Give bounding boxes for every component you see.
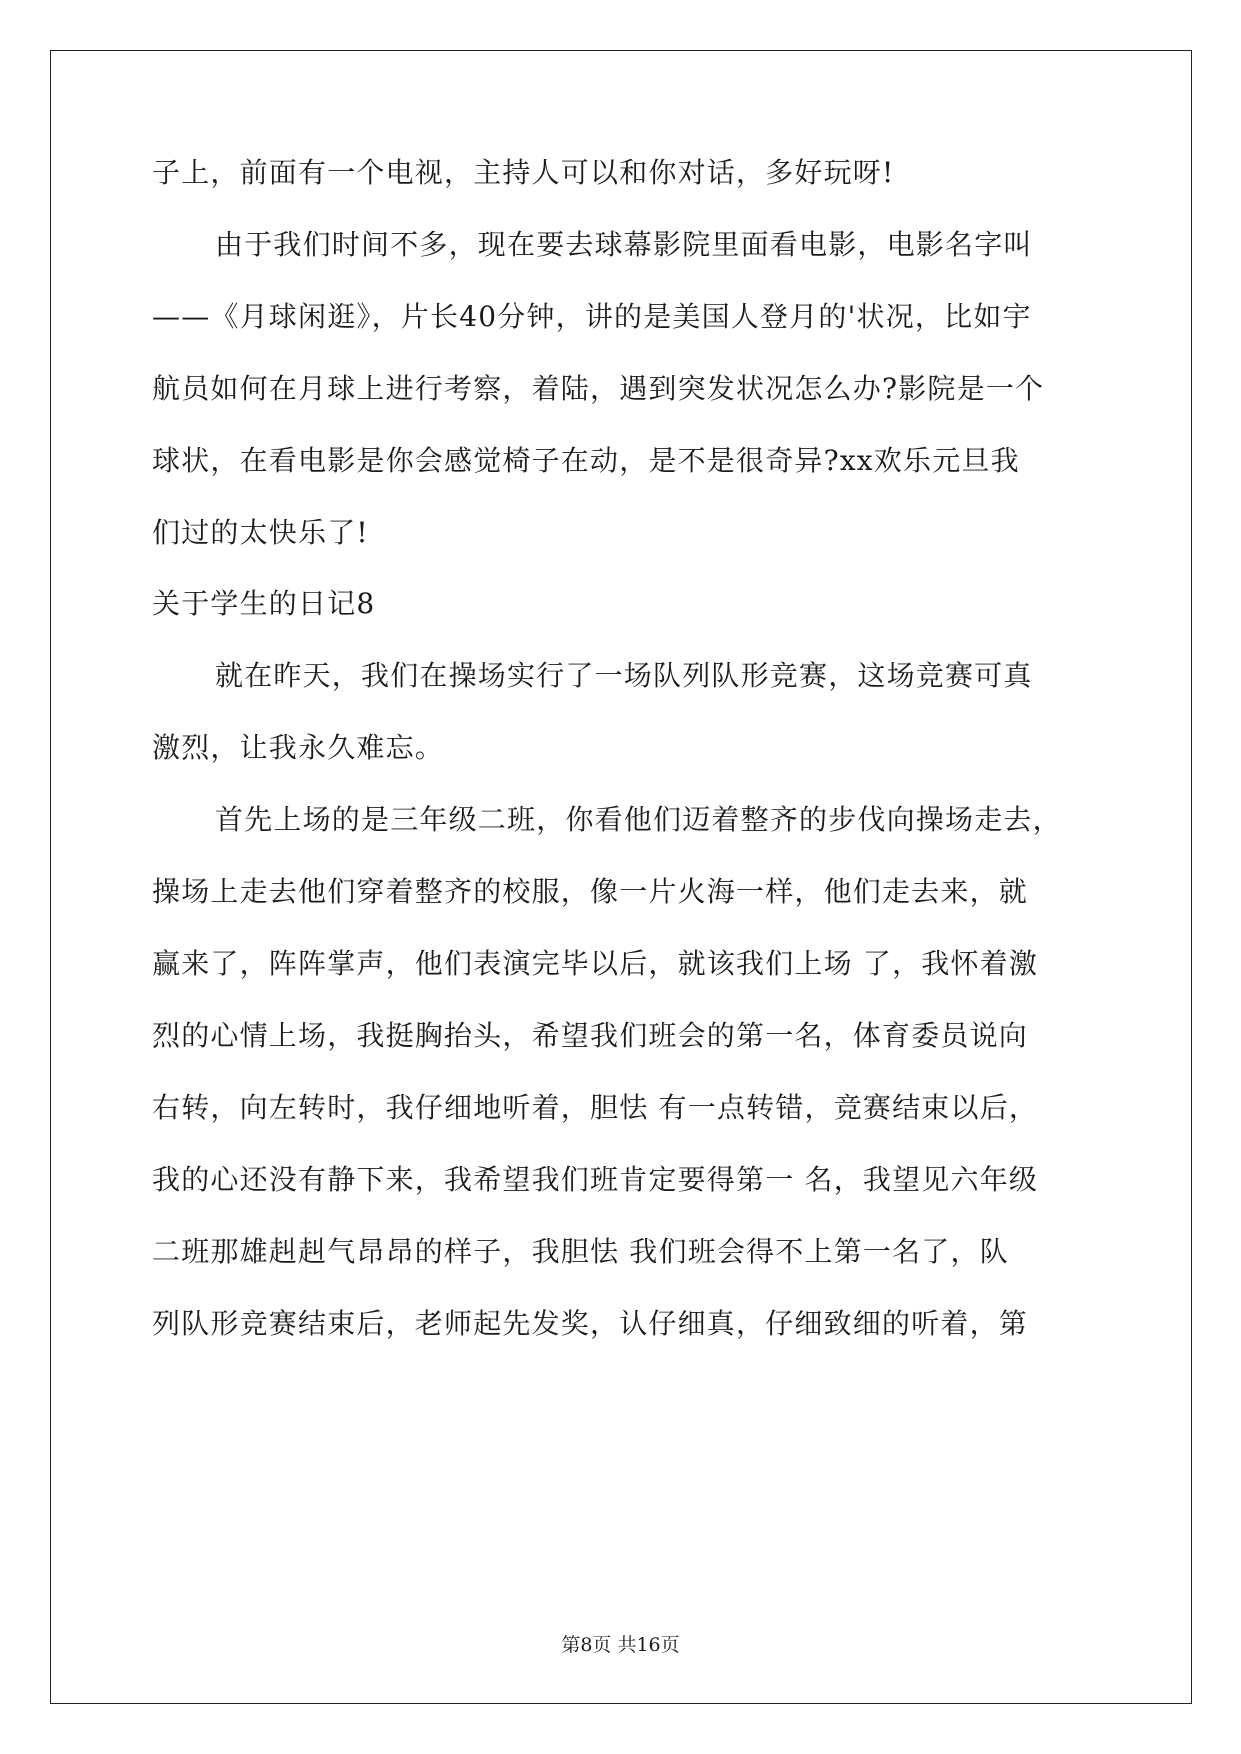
- text-line: 右转，向左转时，我仔细地听着，胆怯 有一点转错，竞赛结束以后，: [152, 1091, 1039, 1124]
- text-line: 赢来了，阵阵掌声，他们表演完毕以后，就该我们上场 了，我怀着激: [152, 947, 1039, 980]
- paragraph-start: 就在昨天，我们在操场实行了一场队列队形竞赛，这场竞赛可真: [215, 659, 1033, 692]
- text-line: 航员如何在月球上进行考察，着陆，遇到突发状况怎么办?影院是一个: [152, 372, 1045, 405]
- text-line: 我的心还没有静下来，我希望我们班肯定要得第一 名，我望见六年级: [152, 1163, 1039, 1196]
- text-line: 操场上走去他们穿着整齐的校服，像一片火海一样，他们走去来，就: [152, 875, 1029, 908]
- paragraph-start: 首先上场的是三年级二班，你看他们迈着整齐的步伐向操场走去，: [215, 803, 1062, 836]
- text-line: 们过的太快乐了!: [152, 516, 369, 549]
- text-line: 列队形竞赛结束后，老师起先发奖，认仔细真，仔细致细的听着，第: [152, 1307, 1029, 1340]
- text-line: 球状，在看电影是你会感觉椅子在动，是不是很奇异?xx欢乐元旦我: [152, 444, 1020, 477]
- text-line: 烈的心情上场，我挺胸抬头，希望我们班会的第一名，体育委员说向: [152, 1019, 1029, 1052]
- text-line: 二班那雄赳赳气昂昂的样子，我胆怯 我们班会得不上第一名了，队: [152, 1235, 1009, 1268]
- text-line: 激烈，让我永久难忘。: [152, 731, 445, 764]
- page-number: 第8页 共16页: [561, 1634, 680, 1656]
- text-line: 子上，前面有一个电视，主持人可以和你对话，多好玩呀!: [152, 156, 895, 189]
- section-heading: 关于学生的日记8: [152, 587, 376, 620]
- text-line: ——《月球闲逛》，片长40分钟，讲的是美国人登月的'状况，比如宇: [152, 300, 1032, 333]
- paragraph-start: 由于我们时间不多，现在要去球幕影院里面看电影，电影名字叫: [215, 228, 1033, 261]
